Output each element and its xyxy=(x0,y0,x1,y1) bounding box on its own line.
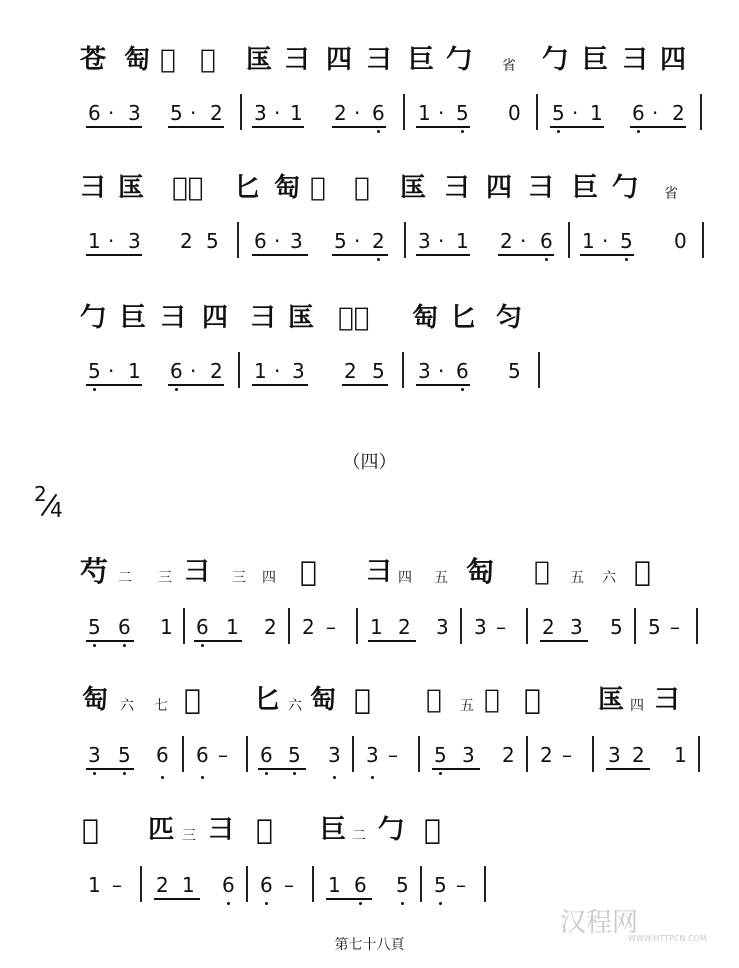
dash: – xyxy=(456,873,466,897)
note: 6 xyxy=(540,229,553,253)
dot-separator: · xyxy=(438,101,445,125)
note: 3 xyxy=(328,743,341,767)
tab-char: 五 xyxy=(460,698,474,714)
octave-dot xyxy=(439,902,442,905)
tab-char: 匹 xyxy=(148,815,175,845)
tab-char: 𠕼 xyxy=(634,555,651,588)
note: 3 xyxy=(418,359,431,383)
octave-dot xyxy=(371,776,374,779)
octave-dot xyxy=(201,644,204,647)
tab-char: 四 xyxy=(630,698,644,714)
octave-dot xyxy=(265,902,268,905)
octave-dot xyxy=(545,258,548,261)
bar-line xyxy=(288,608,290,644)
tab-char: 彐 xyxy=(366,45,393,75)
tab-char: 匋 xyxy=(82,685,109,715)
note: 3 xyxy=(290,229,303,253)
tab-char: 匕 xyxy=(450,303,477,333)
beam-underline xyxy=(606,768,650,770)
dot-separator: · xyxy=(354,229,361,253)
note: 6 xyxy=(260,873,273,897)
tab-char: 匤 xyxy=(288,303,315,333)
octave-dot xyxy=(625,258,628,261)
tab-char: 匋 xyxy=(310,685,337,715)
octave-dot xyxy=(637,130,640,133)
tablature-row-4 xyxy=(0,550,739,594)
bar-line xyxy=(420,866,422,902)
tab-char: 𠕼 xyxy=(300,555,317,588)
tab-char: 勹 xyxy=(80,303,107,333)
note: 1 xyxy=(182,873,195,897)
tab-char: 彐 xyxy=(184,557,211,587)
tab-char: 彐 xyxy=(208,815,235,845)
octave-dot xyxy=(123,644,126,647)
octave-dot xyxy=(557,130,560,133)
tab-char: 匤 xyxy=(118,173,145,203)
octave-dot xyxy=(439,772,442,775)
note: 3 xyxy=(608,743,621,767)
bar-line xyxy=(592,736,594,772)
bar-line xyxy=(536,94,538,130)
tab-char: 四 xyxy=(262,570,276,586)
beam-underline xyxy=(580,254,634,256)
note: 1 xyxy=(290,101,303,125)
bar-line xyxy=(237,222,239,258)
tab-char: 匕 xyxy=(254,685,281,715)
notation-row-2 xyxy=(0,222,739,266)
tab-char: 勹 xyxy=(378,815,405,845)
tab-char: 彐 xyxy=(444,173,471,203)
bar-line xyxy=(352,736,354,772)
tab-char: 二 xyxy=(118,570,132,586)
dash: – xyxy=(326,615,336,639)
dot-separator: · xyxy=(602,229,609,253)
note: 6 xyxy=(260,743,273,767)
tab-char: 巨 xyxy=(120,303,147,333)
dash: – xyxy=(496,615,506,639)
note: 6 xyxy=(196,743,209,767)
bar-line xyxy=(526,736,528,772)
tab-char: 𠂭 xyxy=(310,173,326,203)
note: 3 xyxy=(570,615,583,639)
tab-char: 匋 xyxy=(412,303,439,333)
note: 5 xyxy=(620,229,633,253)
note: 6 xyxy=(118,615,131,639)
note: 5 xyxy=(396,873,409,897)
note: 1 xyxy=(418,101,431,125)
beam-underline xyxy=(194,640,242,642)
beam-underline xyxy=(416,126,470,128)
page-number: 第七十八頁 xyxy=(334,937,405,953)
tab-char: 六 xyxy=(288,698,302,714)
tab-char: 六 xyxy=(120,698,134,714)
note: 3 xyxy=(474,615,487,639)
note: 6 xyxy=(222,873,235,897)
tab-char: 三 xyxy=(182,828,196,844)
beam-underline xyxy=(252,126,304,128)
tab-char: 𠕼 xyxy=(524,683,541,716)
octave-dot xyxy=(401,902,404,905)
note: 2 xyxy=(540,743,553,767)
bar-line xyxy=(460,608,462,644)
tab-char: 省 xyxy=(502,58,516,74)
tab-char: 𠕼 xyxy=(184,683,201,716)
octave-dot xyxy=(377,258,380,261)
note: 1 xyxy=(456,229,469,253)
beam-underline xyxy=(86,640,134,642)
note: 1 xyxy=(370,615,383,639)
note: 3 xyxy=(292,359,305,383)
bar-line xyxy=(403,94,405,130)
beam-underline xyxy=(332,126,386,128)
time-signature-top: 2 xyxy=(34,482,47,506)
tab-char: 四 xyxy=(326,45,353,75)
dot-separator: · xyxy=(438,359,445,383)
dot-separator: · xyxy=(274,101,281,125)
note: 5 xyxy=(288,743,301,767)
note: 2 xyxy=(672,101,685,125)
beam-underline xyxy=(86,126,142,128)
note: 3 xyxy=(254,101,267,125)
bar-line xyxy=(246,736,248,772)
note: 2 xyxy=(344,359,357,383)
tab-char: 巨 xyxy=(572,173,599,203)
tab-char: 四 xyxy=(398,570,412,586)
note: 1 xyxy=(160,615,173,639)
note: 3 xyxy=(128,229,141,253)
tab-char: 省 xyxy=(664,186,678,202)
bar-line xyxy=(538,352,540,388)
note: 6 xyxy=(254,229,267,253)
bar-line xyxy=(484,866,486,902)
note: 1 xyxy=(88,873,101,897)
bar-line xyxy=(698,736,700,772)
bar-line xyxy=(696,608,698,644)
note: 2 xyxy=(372,229,385,253)
dot-separator: · xyxy=(108,359,115,383)
octave-dot xyxy=(93,388,96,391)
octave-dot xyxy=(461,388,464,391)
tab-char: 𠕼 xyxy=(424,813,441,846)
beam-underline xyxy=(416,384,470,386)
tab-char: 彐 xyxy=(284,45,311,75)
bar-line xyxy=(568,222,570,258)
note: 2 xyxy=(156,873,169,897)
tab-char: 彐 xyxy=(80,173,107,203)
note: 5 xyxy=(610,615,623,639)
note: 6 xyxy=(156,743,169,767)
dot-separator: · xyxy=(108,229,115,253)
bar-line xyxy=(526,608,528,644)
note: 2 xyxy=(500,229,513,253)
note: 2 xyxy=(398,615,411,639)
octave-dot xyxy=(265,772,268,775)
octave-dot xyxy=(161,776,164,779)
dash: – xyxy=(284,873,294,897)
note: 5 xyxy=(508,359,521,383)
bar-line xyxy=(182,736,184,772)
note: 2 xyxy=(302,615,315,639)
note: 5 xyxy=(434,743,447,767)
note: 6 xyxy=(88,101,101,125)
tab-char: 三 xyxy=(232,570,246,586)
octave-dot xyxy=(93,644,96,647)
watermark-logo: 汉程网 xyxy=(560,908,639,938)
tab-char: 彐 xyxy=(250,303,277,333)
tablature-row-6 xyxy=(0,808,739,852)
tab-char: 巨 xyxy=(320,815,347,845)
note: 2 xyxy=(180,229,193,253)
bar-line xyxy=(402,352,404,388)
notation-row-5 xyxy=(0,736,739,780)
beam-underline xyxy=(342,384,388,386)
tab-char: 匤 xyxy=(246,45,273,75)
beam-underline xyxy=(326,898,372,900)
tab-char: 𠂭 xyxy=(160,45,176,75)
beam-underline xyxy=(432,768,480,770)
tab-char: 四 xyxy=(486,173,513,203)
dot-separator: · xyxy=(572,101,579,125)
dot-separator: · xyxy=(438,229,445,253)
dot-separator: · xyxy=(520,229,527,253)
tab-char: 𠕼 xyxy=(534,557,550,587)
tab-char: 匋 xyxy=(274,173,301,203)
tab-char: 七 xyxy=(154,698,168,714)
beam-underline xyxy=(252,384,308,386)
beam-underline xyxy=(630,126,686,128)
note: 5 xyxy=(88,359,101,383)
tab-char: 勹 xyxy=(446,45,473,75)
bar-line xyxy=(140,866,142,902)
tab-char: 𠕼𠂭 xyxy=(172,173,204,203)
octave-dot xyxy=(123,772,126,775)
dot-separator: · xyxy=(274,359,281,383)
tab-char: 勹 xyxy=(542,45,569,75)
tab-char: 匀 xyxy=(496,303,523,333)
bar-line xyxy=(240,94,242,130)
tab-char: 巨 xyxy=(408,45,435,75)
dot-separator: · xyxy=(274,229,281,253)
note: 1 xyxy=(254,359,267,383)
octave-dot xyxy=(175,388,178,391)
octave-dot xyxy=(227,902,230,905)
note: 6 xyxy=(196,615,209,639)
notation-row-1 xyxy=(0,94,739,138)
beam-underline xyxy=(550,126,604,128)
tab-char: 芍 xyxy=(80,555,109,588)
tab-char: 三 xyxy=(158,570,172,586)
tab-char: 𠕼 xyxy=(256,813,273,846)
notation-row-3 xyxy=(0,352,739,396)
note: 5 xyxy=(118,743,131,767)
tab-char: 𠕼 xyxy=(82,813,99,846)
tab-char: 四 xyxy=(202,303,229,333)
bar-line xyxy=(702,222,704,258)
tab-char: 四 xyxy=(660,45,687,75)
bar-line xyxy=(700,94,702,130)
note: 1 xyxy=(328,873,341,897)
tab-char: 匤 xyxy=(598,685,625,715)
note: 3 xyxy=(462,743,475,767)
tab-char: 𠕼𠂭 xyxy=(338,303,370,333)
beam-underline xyxy=(168,126,224,128)
dot-separator: · xyxy=(108,101,115,125)
note: 3 xyxy=(436,615,449,639)
beam-underline xyxy=(498,254,554,256)
notation-row-4 xyxy=(0,608,739,652)
note: 2 xyxy=(542,615,555,639)
octave-dot xyxy=(333,776,336,779)
octave-dot xyxy=(461,130,464,133)
rest: 0 xyxy=(674,229,687,253)
tab-char: 彐 xyxy=(366,557,393,587)
note: 1 xyxy=(582,229,595,253)
note: 5 xyxy=(648,615,661,639)
tab-char: 𠕼 xyxy=(484,685,500,715)
note: 1 xyxy=(590,101,603,125)
beam-underline xyxy=(258,768,306,770)
octave-dot xyxy=(293,772,296,775)
tab-char: 𠕼 xyxy=(200,45,216,75)
bar-line xyxy=(634,608,636,644)
note: 5 xyxy=(456,101,469,125)
tab-char: 巨 xyxy=(582,45,609,75)
note: 2 xyxy=(632,743,645,767)
bar-line xyxy=(238,352,240,388)
note: 2 xyxy=(334,101,347,125)
note: 2 xyxy=(210,101,223,125)
tab-char: 匋 xyxy=(124,45,151,75)
octave-dot xyxy=(359,902,362,905)
note: 1 xyxy=(88,229,101,253)
watermark-url: WWW.HTTPCN.COM xyxy=(628,934,707,943)
octave-dot xyxy=(201,776,204,779)
note: 1 xyxy=(226,615,239,639)
note: 5 xyxy=(206,229,219,253)
note: 5 xyxy=(334,229,347,253)
beam-underline xyxy=(416,254,470,256)
note: 5 xyxy=(88,615,101,639)
rest: 0 xyxy=(508,101,521,125)
note: 1 xyxy=(128,359,141,383)
beam-underline xyxy=(332,254,388,256)
note: 2 xyxy=(502,743,515,767)
dot-separator: · xyxy=(354,101,361,125)
beam-underline xyxy=(540,640,588,642)
note: 3 xyxy=(366,743,379,767)
tablature-row-2 xyxy=(0,166,739,210)
dot-separator: · xyxy=(652,101,659,125)
bar-line xyxy=(183,608,185,644)
beam-underline xyxy=(154,898,200,900)
note: 3 xyxy=(418,229,431,253)
dot-separator: · xyxy=(190,359,197,383)
beam-underline xyxy=(86,768,134,770)
note: 3 xyxy=(88,743,101,767)
time-signature xyxy=(30,482,70,526)
note: 6 xyxy=(170,359,183,383)
note: 6 xyxy=(372,101,385,125)
note: 1 xyxy=(674,743,687,767)
tablature-row-3 xyxy=(0,296,739,340)
note: 6 xyxy=(354,873,367,897)
dash: – xyxy=(388,743,398,767)
beam-underline xyxy=(86,384,142,386)
tab-char: 𠕼 xyxy=(354,683,371,716)
tab-char: 匕 xyxy=(234,173,261,203)
tab-char: 彐 xyxy=(528,173,555,203)
tab-char: 六 xyxy=(602,570,616,586)
section-label: （四） xyxy=(342,452,397,473)
tab-char: 五 xyxy=(570,570,584,586)
note: 2 xyxy=(210,359,223,383)
note: 3 xyxy=(128,101,141,125)
note: 6 xyxy=(456,359,469,383)
beam-underline xyxy=(252,254,308,256)
note: 5 xyxy=(552,101,565,125)
tab-char: 𠂭 xyxy=(426,685,442,715)
note: 5 xyxy=(372,359,385,383)
tab-char: 苍 xyxy=(80,45,107,75)
dash: – xyxy=(670,615,680,639)
note: 5 xyxy=(434,873,447,897)
note: 6 xyxy=(632,101,645,125)
bar-line xyxy=(312,866,314,902)
dash: – xyxy=(562,743,572,767)
tab-char: 彐 xyxy=(654,685,681,715)
note: 5 xyxy=(170,101,183,125)
octave-dot xyxy=(377,130,380,133)
tab-char: 彐 xyxy=(160,303,187,333)
tab-char: 五 xyxy=(434,570,448,586)
tablature-row-1 xyxy=(0,38,739,82)
tab-char: 𠕼 xyxy=(354,173,370,203)
beam-underline xyxy=(168,384,224,386)
tab-char: 彐 xyxy=(622,45,649,75)
bar-line xyxy=(356,608,358,644)
bar-line xyxy=(404,222,406,258)
dash: – xyxy=(218,743,228,767)
tab-char: 勹 xyxy=(612,173,639,203)
beam-underline xyxy=(368,640,416,642)
beam-underline xyxy=(86,254,142,256)
tab-char: 匤 xyxy=(400,173,427,203)
tab-char: 匋 xyxy=(466,555,495,588)
dot-separator: · xyxy=(190,101,197,125)
octave-dot xyxy=(93,772,96,775)
time-signature-bottom: 4 xyxy=(50,498,63,522)
note: 2 xyxy=(264,615,277,639)
tab-char: 二 xyxy=(352,828,366,844)
dash: – xyxy=(112,873,122,897)
bar-line xyxy=(246,866,248,902)
bar-line xyxy=(418,736,420,772)
tablature-row-5 xyxy=(0,678,739,722)
